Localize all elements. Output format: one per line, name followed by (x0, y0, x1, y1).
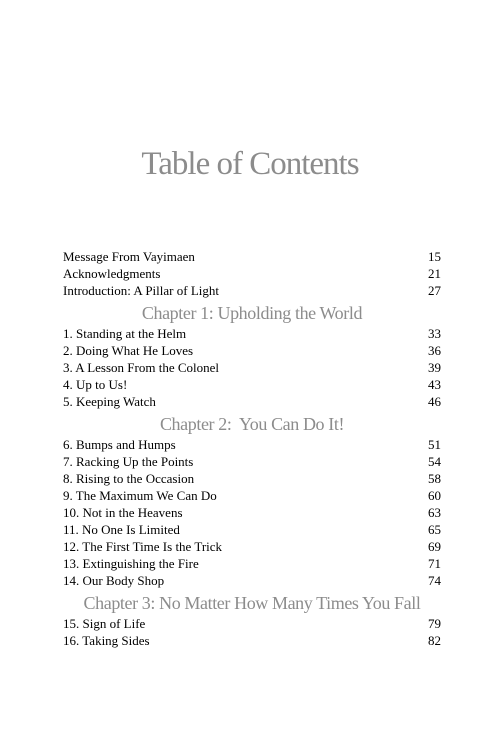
chapter-entry-list (63, 325, 441, 410)
toc-body (63, 248, 441, 649)
toc-entry[interactable] (63, 487, 441, 504)
toc-entry[interactable] (63, 325, 441, 342)
toc-entry-page: 15 (428, 249, 441, 264)
toc-entry-page: 46 (428, 394, 441, 409)
toc-entry-page: 39 (428, 360, 441, 375)
toc-entry[interactable] (63, 265, 441, 282)
toc-entry[interactable] (63, 248, 441, 265)
toc-entry[interactable] (63, 615, 441, 632)
toc-entry[interactable] (63, 282, 441, 299)
toc-entry-page: 27 (428, 283, 441, 298)
toc-entry-label: 6. Bumps and Humps (63, 437, 176, 452)
toc-entry[interactable] (63, 572, 441, 589)
toc-entry-label: 16. Taking Sides (63, 633, 150, 648)
toc-entry-page: 69 (428, 539, 441, 554)
toc-entry-page: 54 (428, 454, 441, 469)
toc-entry[interactable] (63, 342, 441, 359)
toc-entry-page: 63 (428, 505, 441, 520)
toc-entry[interactable] (63, 504, 441, 521)
toc-entry[interactable] (63, 453, 441, 470)
toc-entry[interactable] (63, 359, 441, 376)
toc-entry-page: 79 (428, 616, 441, 631)
toc-entry-page: 60 (428, 488, 441, 503)
front-matter-list (63, 248, 441, 299)
chapter-entry-list (63, 436, 441, 589)
toc-entry-page: 74 (428, 573, 441, 588)
toc-entry[interactable] (63, 521, 441, 538)
toc-entry-page: 36 (428, 343, 441, 358)
toc-entry-page: 33 (428, 326, 441, 341)
toc-entry-label: 2. Doing What He Loves (63, 343, 194, 358)
toc-entry[interactable] (63, 436, 441, 453)
toc-entry[interactable] (63, 632, 441, 649)
toc-entry[interactable] (63, 470, 441, 487)
toc-entry-label: Acknowledgments (63, 266, 161, 281)
toc-entry-label: 7. Racking Up the Points (63, 454, 194, 469)
toc-entry[interactable] (63, 555, 441, 572)
toc-entry-page: 51 (428, 437, 441, 452)
chapter-heading: Chapter 3: No Matter How Many Times You Fall (83, 593, 421, 613)
toc-entry-page: 71 (428, 556, 441, 571)
toc-entry-label: 4. Up to Us! (63, 377, 128, 392)
toc-entry-label: 3. A Lesson From the Colonel (63, 360, 219, 375)
toc-entry-page: 58 (428, 471, 441, 486)
toc-entry-label: 12. The First Time Is the Trick (63, 539, 223, 554)
toc-entry-label: 8. Rising to the Occasion (63, 471, 195, 486)
chapter-heading: Chapter 2: You Can Do It! (159, 414, 345, 434)
toc-entry-label: 9. The Maximum We Can Do (63, 488, 217, 503)
toc-entry-page: 43 (428, 377, 441, 392)
toc-entry[interactable] (63, 376, 441, 393)
toc-entry[interactable] (63, 538, 441, 555)
toc-entry-page: 65 (428, 522, 441, 537)
toc-entry-label: 1. Standing at the Helm (63, 326, 187, 341)
toc-entry[interactable] (63, 393, 441, 410)
toc-entry-label: 10. Not in the Heavens (63, 505, 183, 520)
toc-entry-label: 15. Sign of Life (63, 616, 146, 631)
toc-entry-label: 5. Keeping Watch (63, 394, 156, 409)
chapter-entry-list (63, 615, 441, 649)
toc-entry-label: Message From Vayimaen (63, 249, 195, 264)
toc-entry-label: 14. Our Body Shop (63, 573, 165, 588)
toc-entry-page: 21 (428, 266, 441, 281)
toc-entry-label: Introduction: A Pillar of Light (63, 283, 219, 298)
chapter-heading: Chapter 1: Upholding the World (141, 303, 363, 323)
page-title: Table of Contents (141, 146, 359, 182)
toc-entry-page: 82 (428, 633, 441, 648)
toc-entry-label: 13. Extinguishing the Fire (63, 556, 199, 571)
toc-entry-label: 11. No One Is Limited (63, 522, 180, 537)
